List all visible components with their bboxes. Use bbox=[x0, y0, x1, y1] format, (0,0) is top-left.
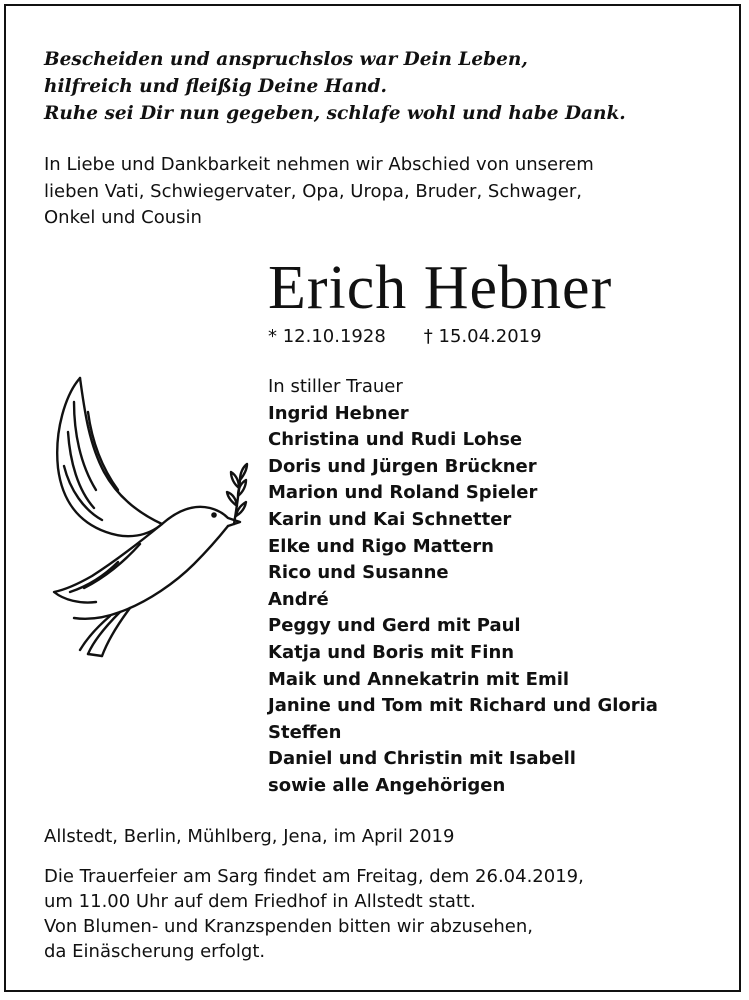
place-and-date: Allstedt, Berlin, Mühlberg, Jena, im April 2019 bbox=[44, 826, 455, 847]
poem-line: Bescheiden und anspruchslos war Dein Leben, bbox=[44, 49, 528, 70]
mourners-lead: In stiller Trauer bbox=[268, 376, 403, 397]
funeral-line: Die Trauerfeier am Sarg findet am Freitag, dem 26.04.2019, bbox=[44, 866, 584, 887]
mourner-name: Ingrid Hebner bbox=[268, 402, 409, 424]
mourner-name: Marion und Roland Spieler bbox=[268, 482, 538, 504]
obituary-notice bbox=[4, 4, 741, 992]
death-date: † 15.04.2019 bbox=[423, 326, 542, 347]
poem-line: hilfreich und fleißig Deine Hand. bbox=[44, 76, 387, 97]
funeral-info bbox=[44, 864, 724, 964]
mourner-name: Steffen bbox=[268, 721, 342, 743]
intro-text bbox=[44, 152, 724, 232]
mourner-name: Rico und Susanne bbox=[268, 562, 449, 584]
dove-with-olive-branch-icon bbox=[44, 372, 254, 662]
mourner-name: Doris und Jürgen Brückner bbox=[268, 455, 537, 477]
funeral-line: um 11.00 Uhr auf dem Friedhof in Allstedt statt. bbox=[44, 891, 476, 912]
mourners-list bbox=[268, 374, 728, 800]
life-dates bbox=[268, 324, 542, 350]
mourner-name: Janine und Tom mit Richard und Gloria bbox=[268, 695, 658, 717]
intro-line: Onkel und Cousin bbox=[44, 207, 202, 228]
mourner-name: Karin und Kai Schnetter bbox=[268, 508, 512, 530]
poem bbox=[44, 46, 724, 127]
birth-date: * 12.10.1928 bbox=[268, 326, 386, 347]
funeral-line: Von Blumen- und Kranzspenden bitten wir abzusehen, bbox=[44, 916, 533, 937]
mourner-name: Maik und Annekatrin mit Emil bbox=[268, 668, 570, 690]
mourner-name: Katja und Boris mit Finn bbox=[268, 641, 515, 663]
funeral-line: da Einäscherung erfolgt. bbox=[44, 941, 266, 962]
mourner-name: Daniel und Christin mit Isabell bbox=[268, 748, 576, 770]
mourner-name: Peggy und Gerd mit Paul bbox=[268, 615, 521, 637]
mourner-name: Elke und Rigo Mattern bbox=[268, 535, 494, 557]
poem-line: Ruhe sei Dir nun gegeben, schlafe wohl und habe Dank. bbox=[44, 103, 626, 124]
mourner-name: André bbox=[268, 588, 329, 610]
mourner-name: Christina und Rudi Lohse bbox=[268, 429, 523, 451]
intro-line: lieben Vati, Schwiegervater, Opa, Uropa, Bruder, Schwager, bbox=[44, 180, 583, 202]
mourner-name: sowie alle Angehörigen bbox=[268, 774, 506, 796]
deceased-name: Erich Hebner bbox=[268, 254, 613, 322]
intro-line: In Liebe und Dankbarkeit nehmen wir Abschied von unserem bbox=[44, 154, 594, 175]
